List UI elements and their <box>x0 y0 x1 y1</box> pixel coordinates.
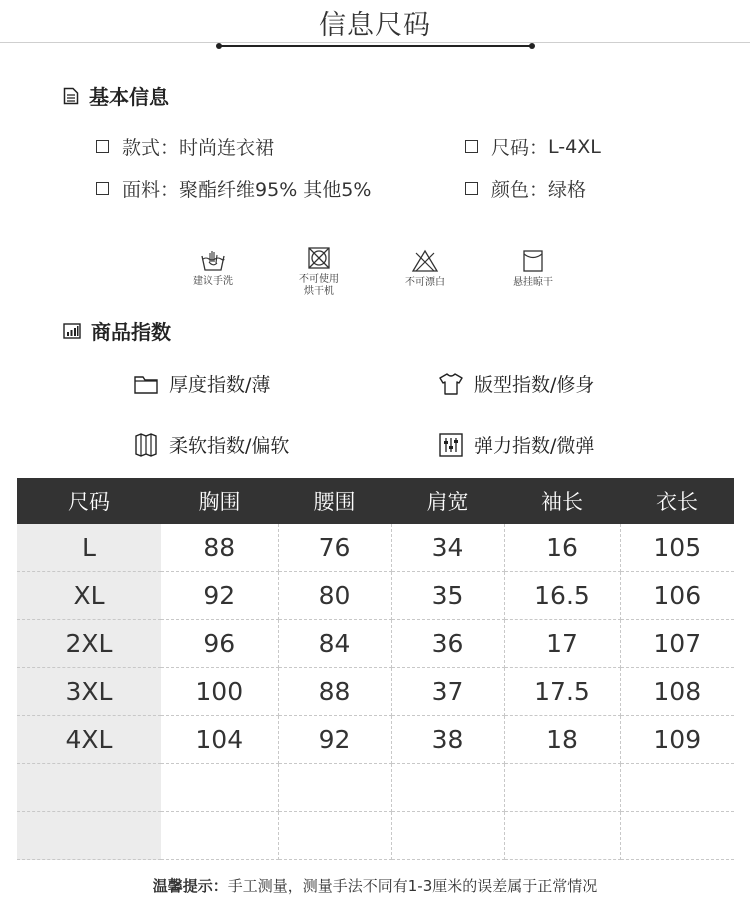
info-label: 款式 <box>122 137 161 159</box>
table-cell: 92 <box>278 716 391 764</box>
table-header-row <box>17 478 734 524</box>
table-cell <box>161 764 278 812</box>
table-header: 袖长 <box>504 478 620 524</box>
table-header: 尺码 <box>17 478 161 524</box>
index-fit <box>438 370 594 397</box>
care-label: 不可漂白 <box>405 277 445 288</box>
info-value: L-4XL <box>548 135 601 158</box>
table-cell: 105 <box>620 524 734 572</box>
table-cell: 35 <box>391 572 504 620</box>
table-row <box>17 668 734 716</box>
care-no-bleach <box>385 249 465 289</box>
underline-dot-right <box>529 43 535 49</box>
table-cell: L <box>17 524 161 572</box>
table-cell <box>278 764 391 812</box>
table-cell: 88 <box>161 524 278 572</box>
info-value: 时尚连衣裙 <box>179 137 275 159</box>
table-cell <box>391 812 504 860</box>
info-color <box>465 175 586 202</box>
table-cell: 36 <box>391 620 504 668</box>
table-cell: 3XL <box>17 668 161 716</box>
table-cell: 104 <box>161 716 278 764</box>
table-cell <box>504 764 620 812</box>
table-cell: 16.5 <box>504 572 620 620</box>
hang-dry-icon <box>522 249 544 273</box>
header-rule <box>0 42 750 43</box>
care-label: 悬挂晾干 <box>513 277 553 288</box>
checkbox-icon <box>96 182 109 195</box>
table-cell: 92 <box>161 572 278 620</box>
no-tumble-dry-icon <box>307 246 331 270</box>
checkbox-icon <box>465 140 478 153</box>
bar-chart-icon <box>63 323 81 339</box>
footer-text: 手工测量，测量手法不同有1-3厘米的误差属于正常情况 <box>227 877 598 895</box>
size-table <box>17 478 734 860</box>
table-row <box>17 812 734 860</box>
info-value: 聚酯纤维95% 其他5% <box>179 179 372 201</box>
index-thickness <box>133 370 270 397</box>
care-label: 烘干机 <box>304 286 334 297</box>
info-fabric <box>96 175 371 202</box>
index-label: 弹力指数/微弹 <box>474 435 595 457</box>
table-header: 胸围 <box>161 478 278 524</box>
table-cell: 18 <box>504 716 620 764</box>
table-cell <box>391 764 504 812</box>
table-cell: 4XL <box>17 716 161 764</box>
table-header: 腰围 <box>278 478 391 524</box>
table-cell <box>620 764 734 812</box>
care-label: 不可使用 <box>299 274 339 285</box>
info-label: 颜色 <box>491 179 530 201</box>
table-cell: 38 <box>391 716 504 764</box>
page-title: 信息尺码 <box>319 10 431 41</box>
table-cell: 2XL <box>17 620 161 668</box>
colon: ： <box>529 179 549 201</box>
info-size <box>465 133 601 160</box>
document-icon <box>63 87 79 105</box>
hand-wash-icon <box>200 248 226 272</box>
care-hang-dry <box>493 249 573 289</box>
tshirt-icon <box>438 371 464 397</box>
info-value: 绿格 <box>548 179 587 201</box>
title-underline <box>219 45 532 47</box>
table-cell: 108 <box>620 668 734 716</box>
table-cell: 109 <box>620 716 734 764</box>
no-bleach-icon <box>411 249 439 273</box>
table-cell: 100 <box>161 668 278 716</box>
table-cell: 84 <box>278 620 391 668</box>
table-cell: 107 <box>620 620 734 668</box>
table-row <box>17 524 734 572</box>
basic-info-title: 基本信息 <box>89 85 169 109</box>
info-style <box>96 133 274 160</box>
care-hand-wash <box>173 248 253 288</box>
basic-info-heading <box>63 81 169 110</box>
table-cell <box>278 812 391 860</box>
index-title: 商品指数 <box>91 320 171 344</box>
index-heading <box>63 316 171 345</box>
table-header: 肩宽 <box>391 478 504 524</box>
care-no-tumble-dry <box>279 246 359 298</box>
footer-colon: ： <box>212 877 228 895</box>
table-header: 衣长 <box>620 478 734 524</box>
footer-label: 温馨提示 <box>152 877 213 895</box>
table-cell: 34 <box>391 524 504 572</box>
slider-icon <box>438 432 464 458</box>
index-softness <box>133 431 289 458</box>
info-label: 尺码 <box>491 137 530 159</box>
table-cell: 96 <box>161 620 278 668</box>
table-cell: 17.5 <box>504 668 620 716</box>
info-label: 面料 <box>122 179 161 201</box>
index-label: 版型指数/修身 <box>474 374 595 396</box>
footer-note <box>0 875 750 896</box>
table-cell: 80 <box>278 572 391 620</box>
table-row <box>17 716 734 764</box>
table-row <box>17 572 734 620</box>
index-elasticity <box>438 431 594 458</box>
table-cell <box>161 812 278 860</box>
table-row <box>17 620 734 668</box>
table-cell: 16 <box>504 524 620 572</box>
fabric-icon <box>133 432 159 458</box>
table-cell: XL <box>17 572 161 620</box>
table-cell: 106 <box>620 572 734 620</box>
care-label: 建议手洗 <box>193 276 233 287</box>
checkbox-icon <box>465 182 478 195</box>
table-row <box>17 764 734 812</box>
index-label: 厚度指数/薄 <box>169 374 271 396</box>
colon: ： <box>529 137 549 159</box>
table-cell <box>504 812 620 860</box>
checkbox-icon <box>96 140 109 153</box>
underline-dot-left <box>216 43 222 49</box>
table-cell: 88 <box>278 668 391 716</box>
table-cell <box>17 764 161 812</box>
table-cell <box>17 812 161 860</box>
colon: ： <box>160 137 180 159</box>
table-cell: 17 <box>504 620 620 668</box>
table-cell: 76 <box>278 524 391 572</box>
table-cell: 37 <box>391 668 504 716</box>
colon: ： <box>160 179 180 201</box>
table-cell <box>620 812 734 860</box>
folder-icon <box>133 371 159 397</box>
index-label: 柔软指数/偏软 <box>169 435 290 457</box>
